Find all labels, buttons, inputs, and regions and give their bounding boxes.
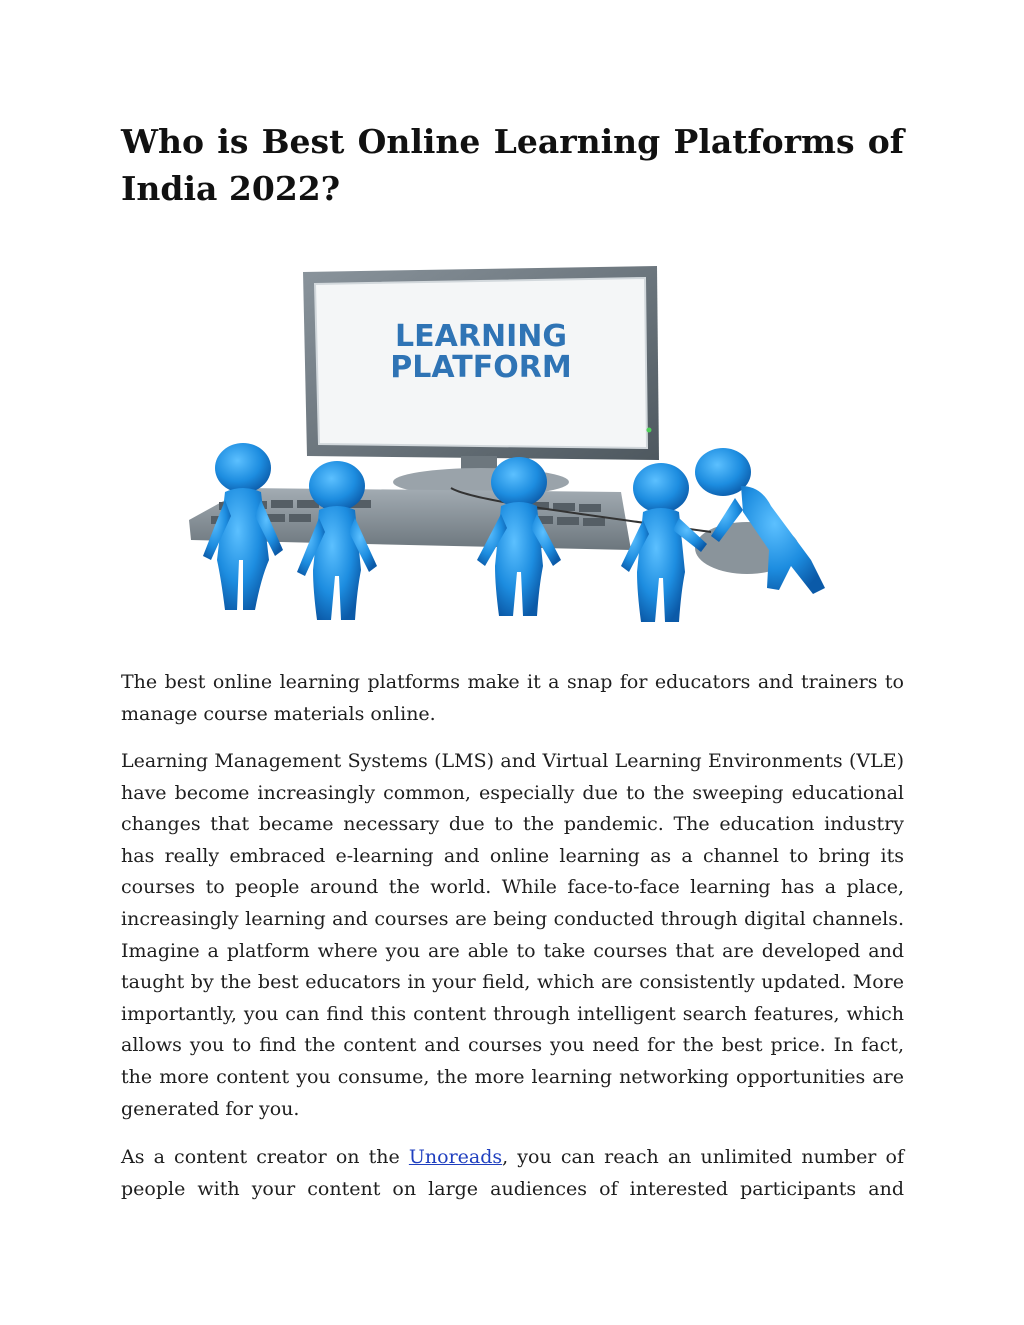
page-title: Who is Best Online Learning Platforms of India 2022?: [121, 122, 904, 208]
paragraph-unoreads-after: , you can reach an unlimited number of people with your content on large audiences of interested participants and: [121, 1146, 904, 1200]
monitor-icon: [303, 266, 659, 496]
paragraph-unoreads: [121, 1142, 904, 1205]
unoreads-link[interactable]: Unoreads: [408, 1146, 503, 1168]
paragraph-intro: The best online learning platforms make it a snap for educators and trainers to manage course materials online.: [121, 671, 904, 725]
screen-text-line2: PLATFORM: [390, 350, 572, 385]
paragraph-lms: Learning Management Systems (LMS) and Virtual Learning Environments (VLE) have become increasingly common, especially due to the sweeping educational changes that became necessary due to the pandemic. The education industry has really embraced e-learning and online learning as a channel to bring its courses to people around the world. While face-to-face learning has a place, increasingly learning and courses are being conducted through digital channels. Imagine a platform where you are able to take courses that are developed and taught by the best educators in your field, which are consistently updated. More importantly, you can find this content through intelligent search features, which allows you to find the content and courses you need for the best price. In fact, the more content you consume, the more learning networking opportunities are generated for you.: [121, 750, 904, 1120]
paragraph-unoreads-before: As a content creator on the: [121, 1146, 409, 1168]
screen-text-line1: LEARNING: [395, 319, 567, 354]
learning-platform-illustration: [151, 260, 851, 630]
